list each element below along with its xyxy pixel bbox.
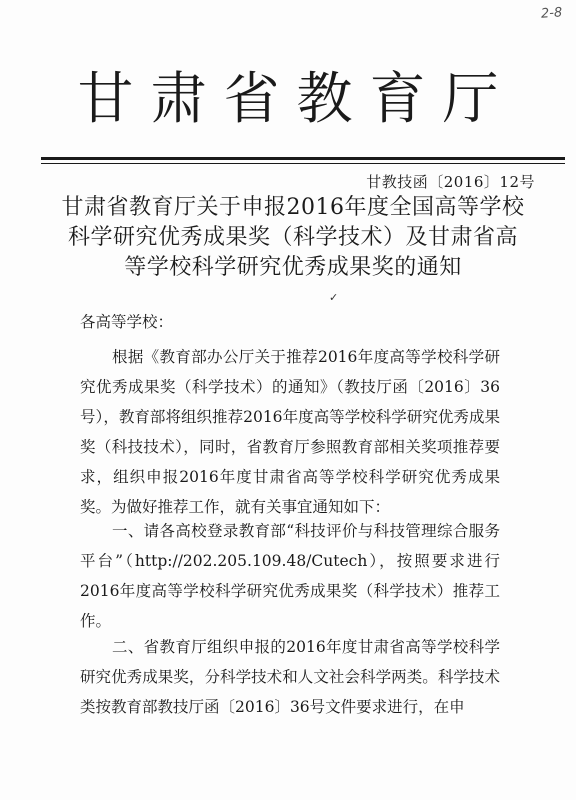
header-divider-thick: [41, 157, 565, 160]
header-divider-thin: [41, 163, 565, 164]
body-paragraph-item-2: 二、省教育厅组织申报的2016年度甘肃省高等学校科学研究优秀成果奖，分科学技术和人文社会科学两类。科学技术类按教育部教技厅函〔2016〕36号文件要求进行，在申: [80, 638, 500, 716]
document-number: 甘教技函〔2016〕12号: [366, 173, 535, 191]
issuing-organization-header: 甘肃省教育厅: [77, 67, 516, 132]
handwritten-page-mark: 2-8: [540, 5, 563, 22]
document-title: 甘肃省教育厅关于申报2016年度全国高等学校科学研究优秀成果奖（科学技术）及甘肃省高等学校科学研究优秀成果奖的通知: [61, 195, 525, 280]
body-paragraph-item-1: 一、请各高校登录教育部“科技评价与科技管理综合服务平台”（http://202.205.109.48/Cutech），按照要求进行2016年度高等学校科学研究优秀成果奖（科学技术）推荐工作。: [80, 522, 500, 630]
stray-pen-mark: ✓: [329, 291, 339, 304]
salutation: 各高等学校：: [80, 313, 174, 331]
body-paragraph-intro: 根据《教育部办公厅关于推荐2016年度高等学校科学研究优秀成果奖（科学技术）的通知》（教技厅函〔2016〕36号），教育部将组织推荐2016年度高等学校科学研究优秀成果奖（科技技术），同时，省教育厅参照教育部相关奖项推荐要求，组织申报2016年度甘肃省高等学校科学研究优秀成果奖。为做好推荐工作，就有关事宜通知如下：: [80, 348, 500, 516]
